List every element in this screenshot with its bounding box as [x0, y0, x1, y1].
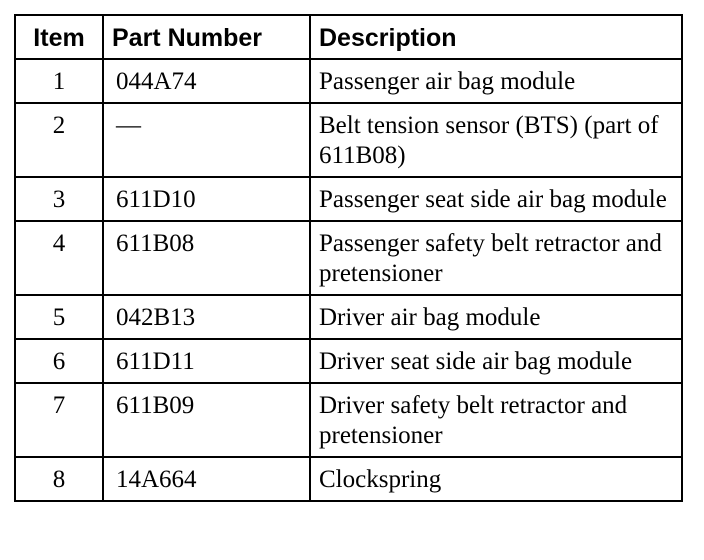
part-number-cell: 044A74	[103, 59, 310, 103]
item-cell: 7	[15, 383, 103, 457]
table-row	[15, 457, 682, 501]
part-number-cell: 611D11	[103, 339, 310, 383]
part-number-cell: 611D10	[103, 177, 310, 221]
header-part-number: Part Number	[103, 15, 310, 59]
description-cell: Passenger safety belt retractor and pretensioner	[310, 221, 682, 295]
table-header	[15, 15, 682, 59]
description-cell: Driver air bag module	[310, 295, 682, 339]
table-body	[15, 59, 682, 501]
header-item: Item	[15, 15, 103, 59]
part-number-cell: —	[103, 103, 310, 177]
item-cell: 5	[15, 295, 103, 339]
item-cell: 8	[15, 457, 103, 501]
description-cell: Driver seat side air bag module	[310, 339, 682, 383]
item-cell: 2	[15, 103, 103, 177]
table-row	[15, 295, 682, 339]
table-row	[15, 177, 682, 221]
description-cell: Clockspring	[310, 457, 682, 501]
parts-table	[14, 14, 683, 502]
table-row	[15, 103, 682, 177]
header-description: Description	[310, 15, 682, 59]
table-row	[15, 59, 682, 103]
item-cell: 4	[15, 221, 103, 295]
item-cell: 6	[15, 339, 103, 383]
table-row	[15, 339, 682, 383]
item-cell: 3	[15, 177, 103, 221]
part-number-cell: 14A664	[103, 457, 310, 501]
part-number-cell: 611B09	[103, 383, 310, 457]
part-number-cell: 042B13	[103, 295, 310, 339]
header-row	[15, 15, 682, 59]
description-cell: Passenger air bag module	[310, 59, 682, 103]
part-number-cell: 611B08	[103, 221, 310, 295]
description-cell: Driver safety belt retractor and pretensioner	[310, 383, 682, 457]
description-cell: Passenger seat side air bag module	[310, 177, 682, 221]
description-cell: Belt tension sensor (BTS) (part of 611B08)	[310, 103, 682, 177]
item-cell: 1	[15, 59, 103, 103]
table-row	[15, 383, 682, 457]
table-row	[15, 221, 682, 295]
